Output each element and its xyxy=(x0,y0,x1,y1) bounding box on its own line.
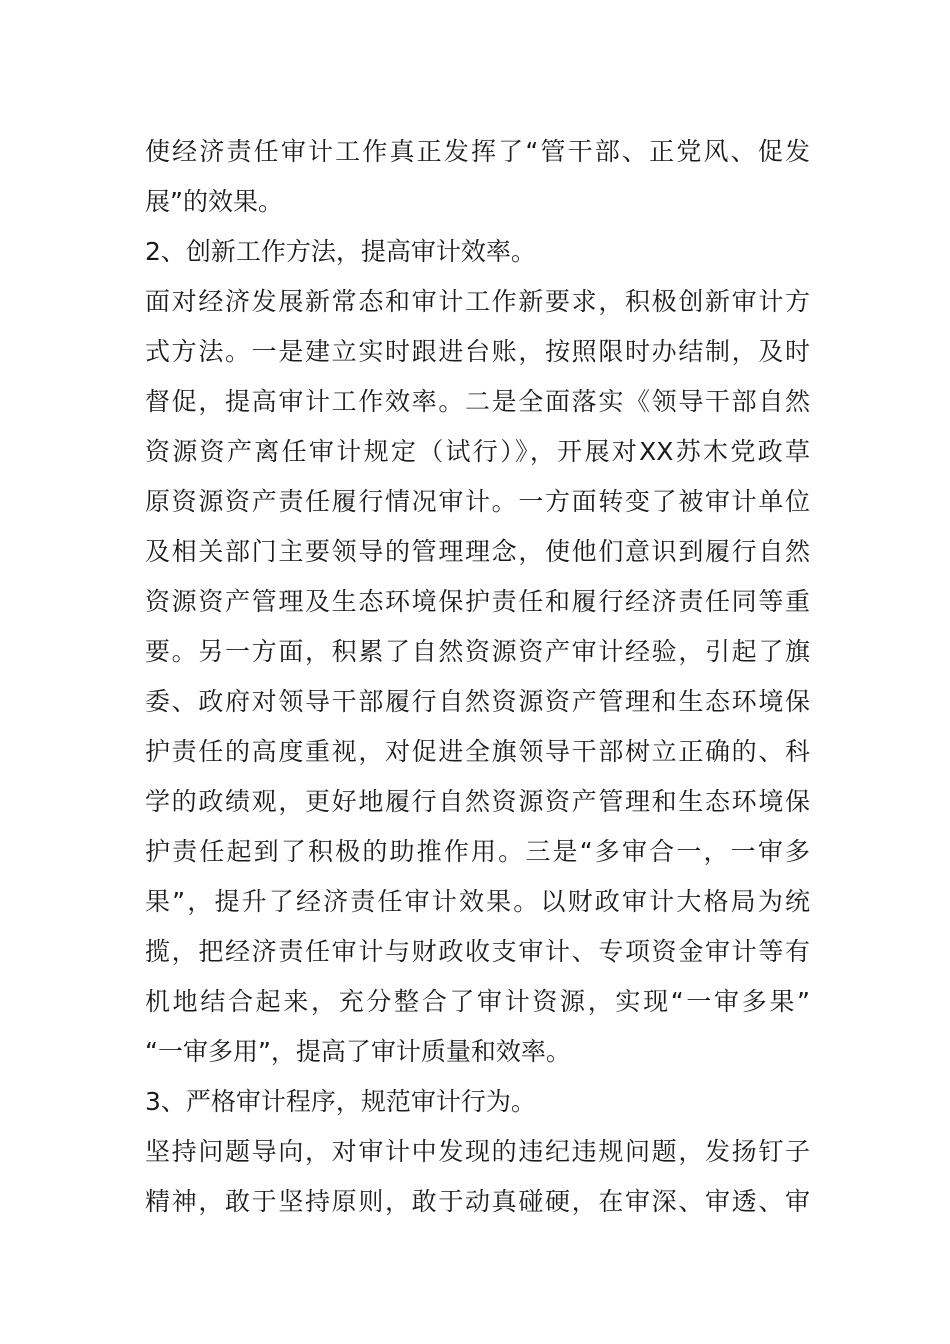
body-line: 精神，敢于坚持原则，敢于动真碰硬，在审深、审透、审 xyxy=(145,1187,810,1216)
body-line: 护责任的高度重视，对促进全旗领导干部树立正确的、科 xyxy=(145,737,810,766)
body-line: 面对经济发展新常态和审计工作新要求，积极创新审计方 xyxy=(145,287,810,316)
body-line: 要。另一方面，积累了自然资源资产审计经验，引起了旗 xyxy=(145,637,810,666)
body-line: 委、政府对领导干部履行自然资源资产管理和生态环境保 xyxy=(145,687,810,716)
body-line: 督促，提高审计工作效率。二是全面落实《领导干部自然 xyxy=(145,387,810,416)
body-line: 揽，把经济责任审计与财政收支审计、专项资金审计等有 xyxy=(145,937,810,966)
body-line: 原资源资产责任履行情况审计。一方面转变了被审计单位 xyxy=(145,487,810,516)
section-heading: 2、创新工作方法，提高审计效率。 xyxy=(145,237,536,266)
body-line: 果”，提升了经济责任审计效果。以财政审计大格局为统 xyxy=(145,887,810,916)
body-line: 坚持问题导向，对审计中发现的违纪违规问题，发扬钉子 xyxy=(145,1137,810,1166)
section-heading: 3、严格审计程序，规范审计行为。 xyxy=(145,1087,536,1116)
body-line: 资源资产管理及生态环境保护责任和履行经济责任同等重 xyxy=(145,587,810,616)
body-line: 护责任起到了积极的助推作用。三是“多审合一，一审多 xyxy=(145,837,810,866)
body-line: 使经济责任审计工作真正发挥了“管干部、正党风、促发 xyxy=(145,137,810,166)
body-line: 展”的效果。 xyxy=(145,187,283,216)
body-line: 机地结合起来，充分整合了审计资源，实现“一审多果” xyxy=(145,987,810,1016)
body-line: 学的政绩观，更好地履行自然资源资产管理和生态环境保 xyxy=(145,787,810,816)
body-line: 资源资产离任审计规定（试行）》，开展对XX苏木党政草 xyxy=(145,437,810,466)
body-line: 及相关部门主要领导的管理理念，使他们意识到履行自然 xyxy=(145,537,810,566)
body-line: “一审多用”，提高了审计质量和效率。 xyxy=(145,1037,571,1066)
body-line: 式方法。一是建立实时跟进台账，按照限时办结制，及时 xyxy=(145,337,810,366)
